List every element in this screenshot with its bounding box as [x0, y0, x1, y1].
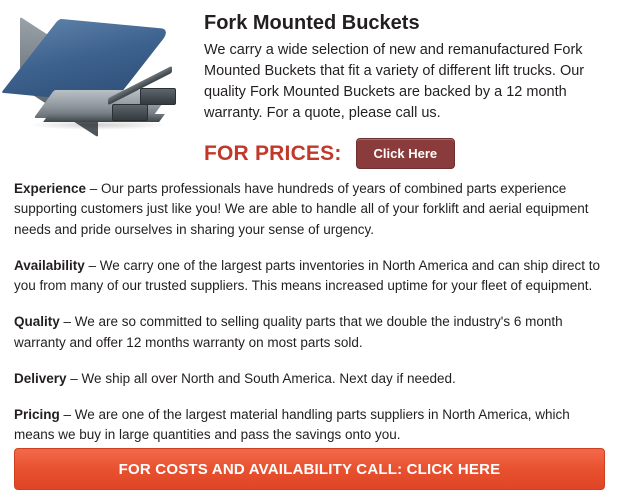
- detail-availability-lead: Availability: [14, 257, 85, 273]
- detail-pricing: [14, 405, 605, 446]
- fork-mounted-bucket-illustration: [16, 20, 191, 140]
- detail-delivery: [14, 369, 605, 389]
- detail-delivery-lead: Delivery: [14, 370, 67, 386]
- detail-experience: [14, 179, 605, 240]
- details-list: [0, 169, 619, 446]
- detail-experience-text: – Our parts professionals have hundreds of years of combined parts experience supporting customers just like you! We are able to handle all of your forklift and aerial equipment needs and pride ourselves in sharing your sense of urgency.: [14, 181, 589, 237]
- detail-quality: [14, 312, 605, 353]
- detail-availability-text: – We carry one of the largest parts inventories in North America and can ship direct to you from many of our trusted suppliers. This means increased uptime for your fleet of equipment.: [14, 257, 601, 294]
- detail-delivery-text: – We ship all over North and South America. Next day if needed.: [66, 370, 456, 386]
- prices-row: [204, 138, 611, 169]
- detail-availability: [14, 256, 605, 297]
- cta-banner-button[interactable]: FOR COSTS AND AVAILABILITY CALL: CLICK HERE: [14, 448, 605, 490]
- detail-quality-lead: Quality: [14, 314, 60, 330]
- detail-pricing-text: – We are one of the largest material handling parts suppliers in North America, which means we buy in large quantities and pass the savings onto you.: [14, 407, 570, 443]
- for-prices-label: FOR PRICES:: [204, 141, 342, 165]
- product-image: [8, 14, 198, 149]
- detail-quality-text: – We are so committed to selling quality parts that we double the industry's 6 month warranty and offer 12 months warranty on most parts sold.: [14, 314, 563, 350]
- page-title: Fork Mounted Buckets: [204, 12, 420, 34]
- detail-experience-lead: Experience: [14, 181, 87, 197]
- detail-pricing-lead: Pricing: [14, 407, 60, 423]
- bucket-shadow: [28, 120, 168, 130]
- intro-paragraph: We carry a wide selection of new and remanufactured Fork Mounted Buckets that fit a variety of different lift trucks. Our quality Fork Mounted Buckets are backed by a 12 month warranty. For a quote, please call us.: [204, 42, 585, 122]
- fork-pocket-left: [112, 104, 148, 121]
- fork-pocket-right: [140, 88, 176, 105]
- intro-block: [198, 6, 611, 169]
- click-here-button[interactable]: Click Here: [356, 138, 456, 169]
- product-header: [0, 0, 619, 169]
